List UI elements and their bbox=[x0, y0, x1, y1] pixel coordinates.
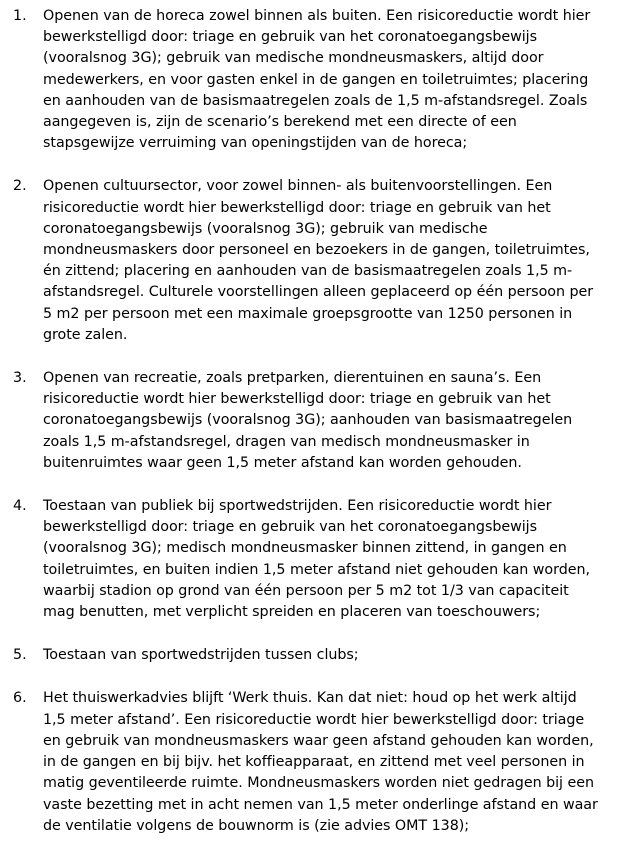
text-line: afstandsregel. Culturele voorstellingen alleen geplaceerd op één persoon per bbox=[43, 284, 594, 301]
text-line: Openen van de horeca zowel binnen als buiten. Een risicoreductie wordt hier bbox=[43, 8, 591, 24]
list-item bbox=[0, 496, 636, 623]
text-line: in de gangen en bij bijv. het koffieapparaat, en zittend met veel personen in bbox=[43, 754, 585, 771]
list-item bbox=[0, 645, 636, 666]
text-line: en gebruik van mondneusmaskers waar geen afstand gehouden kan worden, bbox=[43, 732, 594, 749]
text-line: mondneusmaskers door personeel en bezoekers in de gangen, toiletruimtes, bbox=[43, 242, 590, 259]
list-item-text bbox=[43, 688, 632, 836]
text-line: en aanhouden van de basismaatregelen zoals de 1,5 m-afstandsregel. Zoals bbox=[43, 92, 588, 109]
text-line: 5 m2 per persoon met een maximale groepsgrootte van 1250 personen in bbox=[43, 305, 573, 322]
text-line: 1,5 meter afstand’. Een risicoreductie wordt hier bewerkstelligd door: triage bbox=[43, 711, 585, 728]
text-line: Openen cultuursector, voor zowel binnen- als buitenvoorstellingen. Een bbox=[43, 178, 553, 195]
text-line: én zittend; placering en aanhouden van de basismaatregelen zoals 1,5 m- bbox=[43, 263, 573, 280]
text-line: stapsgewijze verruiming van openingstijden van de horeca; bbox=[43, 135, 468, 152]
text-line: bewerkstelligd door: triage en gebruik van het coronatoegangsbewijs bbox=[43, 519, 538, 536]
text-line: zoals 1,5 m-afstandsregel, dragen van medisch mondneusmasker in bbox=[43, 433, 530, 450]
text-line: (vooralsnog 3G); medisch mondneusmasker binnen zittend, in gangen en bbox=[43, 540, 567, 557]
list-item-text bbox=[43, 645, 632, 666]
text-line: de ventilatie volgens de bouwnorm is (zie advies OMT 138); bbox=[43, 817, 470, 834]
list-item bbox=[0, 368, 636, 474]
text-line: mag benutten, met verplicht spreiden en placeren van toeschouwers; bbox=[43, 604, 541, 621]
text-line: aangegeven is, zijn de scenario’s berekend met een directe of een bbox=[43, 114, 517, 131]
list-item-text bbox=[43, 368, 632, 474]
text-line: bewerkstelligd door: triage en gebruik van het coronatoegangsbewijs bbox=[43, 29, 538, 46]
text-line: risicoreductie wordt hier bewerkstelligd door: triage en gebruik van het bbox=[43, 199, 551, 216]
numbered-list bbox=[0, 6, 636, 859]
list-item bbox=[0, 688, 636, 836]
text-line: vaste bezetting met in acht nemen van 1,5 meter onderlinge afstand en waar bbox=[43, 796, 598, 813]
list-item-number: 5. bbox=[13, 647, 27, 664]
list-item-number: 3. bbox=[13, 370, 27, 387]
list-item-number: 6. bbox=[13, 690, 27, 707]
text-line: Het thuiswerkadvies blijft ‘Werk thuis. Kan dat niet: houd op het werk altijd bbox=[43, 690, 577, 707]
list-item-number: 1. bbox=[13, 8, 27, 24]
text-line: waarbij stadion op grond van één persoon per 5 m2 tot 1/3 van capaciteit bbox=[43, 582, 569, 599]
text-line: Openen van recreatie, zoals pretparken, dierentuinen en sauna’s. Een bbox=[43, 370, 542, 387]
text-line: coronatoegangsbewijs (vooralsnog 3G); gebruik van medische bbox=[43, 220, 488, 237]
list-item-text bbox=[43, 6, 632, 154]
text-line: toiletruimtes, en buiten indien 1,5 meter afstand niet gehouden kan worden, bbox=[43, 561, 590, 578]
list-item-number: 2. bbox=[13, 178, 27, 195]
text-line: medewerkers, en voor gasten enkel in de gangen en toiletruimtes; placering bbox=[43, 71, 589, 88]
list-item bbox=[0, 176, 636, 346]
text-line: coronatoegangsbewijs (vooralsnog 3G); aanhouden van basismaatregelen bbox=[43, 412, 573, 429]
text-line: Toestaan van publiek bij sportwedstrijden. Een risicoreductie wordt hier bbox=[43, 498, 552, 515]
text-line: risicoreductie wordt hier bewerkstelligd door: triage en gebruik van het bbox=[43, 391, 551, 408]
list-item-number: 4. bbox=[13, 498, 27, 515]
list-item bbox=[0, 6, 636, 154]
text-line: buitenruimtes waar geen 1,5 meter afstand kan worden gehouden. bbox=[43, 454, 522, 471]
list-item-text bbox=[43, 176, 632, 346]
list-item-text bbox=[43, 496, 632, 623]
text-line: Toestaan van sportwedstrijden tussen clubs; bbox=[43, 647, 359, 664]
text-line: (vooralsnog 3G); gebruik van medische mondneusmaskers, altijd door bbox=[43, 50, 544, 67]
text-line: grote zalen. bbox=[43, 326, 128, 343]
text-line: matig geventileerde ruimte. Mondneusmaskers worden niet gedragen bij een bbox=[43, 775, 594, 792]
